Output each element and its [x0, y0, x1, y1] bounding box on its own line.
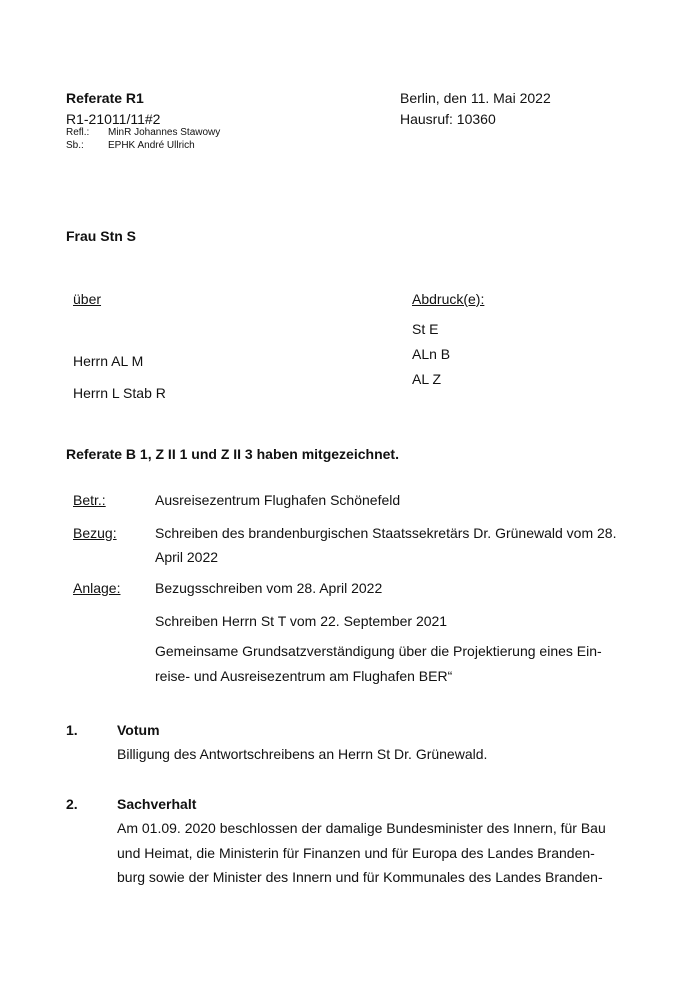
recipient: Frau Stn S [66, 228, 137, 244]
via-recipient-2: Herrn L Stab R [73, 385, 166, 401]
section-1-number: 1. [66, 722, 78, 738]
anlage-item-1: Bezugsschreiben vom 28. April 2022 [155, 580, 383, 596]
section-2-line-2: und Heimat, die Ministerin für Finanzen und für Europa des Landes Branden- [117, 845, 595, 861]
anlage-label: Anlage: [73, 580, 121, 596]
anlage-item-3-line-2: reise- und Ausreisezentrum am Flughafen BER“ [155, 668, 453, 684]
reference-number: R1-21011/11#2 [66, 111, 161, 127]
copy-recipient-1: St E [412, 321, 439, 337]
phone-extension: Hausruf: 10360 [400, 111, 496, 127]
sb-label: Sb.: [66, 140, 84, 151]
section-2-number: 2. [66, 796, 78, 812]
sb-row [66, 140, 195, 151]
office-heading: Referate R1 [66, 90, 144, 106]
bezug-line-1: Schreiben des brandenburgischen Staatssekretärs Dr. Grünewald vom 28. [155, 525, 617, 541]
refl-label: Refl.: [66, 127, 90, 138]
copies-label: Abdruck(e): [412, 291, 485, 307]
anlage-item-2: Schreiben Herrn St T vom 22. September 2021 [155, 613, 448, 629]
section-1-text: Billigung des Antwortschreibens an Herrn St Dr. Grünewald. [117, 746, 488, 762]
place-date: Berlin, den 11. Mai 2022 [400, 90, 551, 106]
via-recipient-1: Herrn AL M [73, 353, 144, 369]
cosign-note: Referate B 1, Z II 1 und Z II 3 haben mitgezeichnet. [66, 446, 399, 462]
section-1-title: Votum [117, 722, 160, 738]
section-2-line-3: burg sowie der Minister des Innern und für Kommunales des Landes Branden- [117, 869, 603, 885]
copy-recipient-2: ALn B [412, 346, 451, 362]
section-2-line-1: Am 01.09. 2020 beschlossen der damalige Bundesminister des Innern, für Bau [117, 820, 606, 836]
betr-value: Ausreisezentrum Flughafen Schönefeld [155, 492, 401, 508]
refl-value: MinR Johannes Stawowy [108, 127, 221, 138]
bezug-label: Bezug: [73, 525, 117, 541]
sb-value: EPHK André Ullrich [108, 140, 195, 151]
betr-label: Betr.: [73, 492, 106, 508]
copy-recipient-3: AL Z [412, 371, 442, 387]
anlage-item-3-line-1: Gemeinsame Grundsatzverständigung über die Projektierung eines Ein- [155, 643, 602, 659]
via-label: über [73, 291, 102, 307]
refl-row [66, 127, 220, 138]
section-2-title: Sachverhalt [117, 796, 197, 812]
bezug-line-2: April 2022 [155, 549, 219, 565]
